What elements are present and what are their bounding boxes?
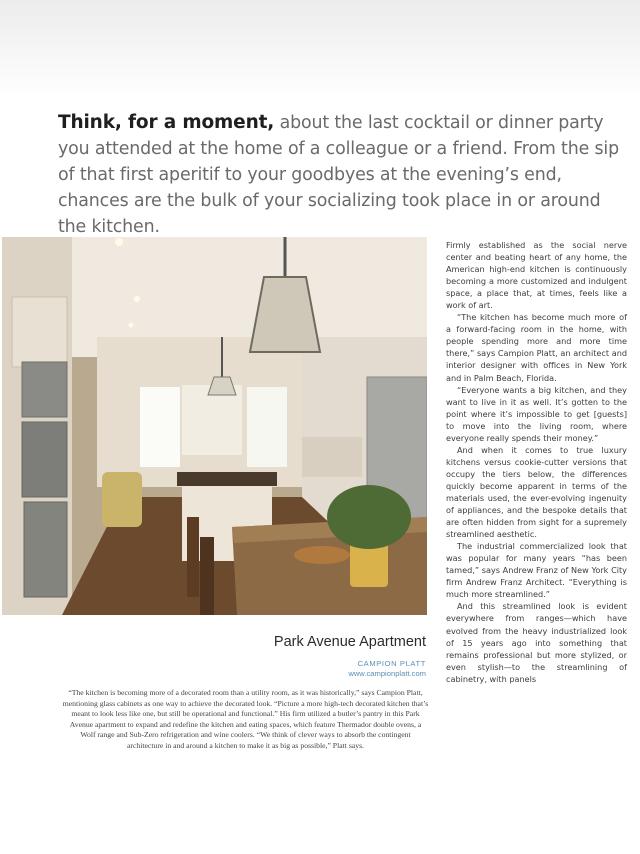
article-paragraph: “Everyone wants a big kitchen, and they want to live in it as well. It’s gotten to the point where it’s impossible to get [guests] to move into the living room, where everyone really spends their money.” xyxy=(446,384,627,443)
page-top-gradient xyxy=(0,0,640,100)
article-paragraph: And when it comes to true luxury kitchens versus cookie-cutter versions that occupy the tiers below, the differences quickly become apparent in terms of the materials used, the ever-evolving ingenuity of appliances, and the bespoke details that are often hidden from sight for a supremely streamlined aesthetic. xyxy=(446,444,627,540)
intro-lead: Think, for a moment, xyxy=(58,112,275,133)
intro-text: about the last cocktail or dinner party you attended at the home of a colleague or a friend. From the sip of that first aperitif to your goodbyes at the evening’s end, chances are the bulk of your socializing took place in or around the kitchen. xyxy=(58,113,619,237)
caption-url: www.campionplatt.com xyxy=(348,669,426,678)
article-paragraph: Firmly established as the social nerve center and beating heart of any home, the American high-end kitchen is continuously becoming a more customized and indulgent space, a place that, at times, feels like a work of art. xyxy=(446,240,627,311)
caption-body: “The kitchen is becoming more of a decorated room than a utility room, as it was historically,” says Campion Platt, mentioning glass cabinets as one way to achieve the decorated look. “Picture a more high-tech decorated kitchen that’s meant to look less like one, but still be operational and functional.” His firm utilized a butler’s pantry in this Park Avenue apartment to expand and redefine the kitchen and eating spaces, which feature Thermador double ovens, a Wolf range and Sub-Zero refrigeration and wine coolers. “We think of clever ways to absorb the contingent architecture in and around a kitchen to make it as big as possible,” Platt says. xyxy=(62,688,429,750)
intro-paragraph xyxy=(58,110,633,240)
kitchen-photo xyxy=(2,237,427,615)
article-column xyxy=(446,239,627,685)
article-paragraph: And this streamlined look is evident everywhere from ranges—which have evolved from the heavy industrialized look of 15 years ago into something that remains professional but more stylized, or even stylish—to the streamlining of cabinetry, with panels xyxy=(446,601,627,684)
kitchen-illustration xyxy=(2,237,427,615)
caption-title: Park Avenue Apartment xyxy=(273,634,426,650)
article-paragraph: The industrial commercialized look that was popular for many years “has been tamed,” says Andrew Franz of New York City firm Andrew Franz Architect. “Everything is much more streamlined.” xyxy=(446,541,627,600)
article-paragraph: “The kitchen has become much more of a forward-facing room in the home, with people spending more and more time there,” says Campion Platt, an architect and interior designer with offices in New York and in Palm Beach, Florida. xyxy=(446,312,627,383)
caption-firm: CAMPION PLATT xyxy=(357,659,426,668)
